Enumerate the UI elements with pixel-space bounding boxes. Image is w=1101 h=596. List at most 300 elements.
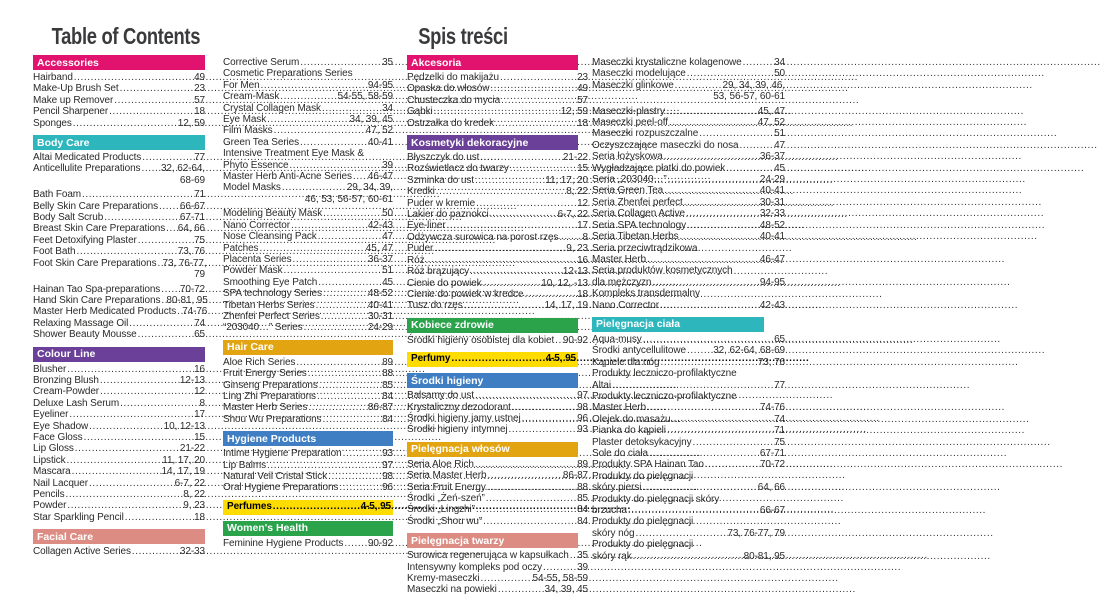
toc-entry xyxy=(33,489,205,500)
toc-entry xyxy=(592,482,785,493)
entry-label: Hainan Tao Spa-preparations xyxy=(33,283,161,295)
entry-pages: 46-47 xyxy=(759,253,785,265)
toc-entry xyxy=(407,266,588,277)
toc-entry xyxy=(223,57,393,68)
toc-entry xyxy=(33,294,208,306)
entry-pages: 32-33 xyxy=(179,546,205,558)
section-header: Akcesoria xyxy=(407,55,578,70)
entry-label: Gąbki xyxy=(407,106,433,118)
entry-pages: 4-5, 95 xyxy=(545,353,576,365)
toc-entry xyxy=(223,103,393,114)
dot-leader xyxy=(131,546,180,557)
toc-entry xyxy=(33,375,205,386)
entry-label: Róż brązujący xyxy=(407,266,470,278)
dot-leader xyxy=(686,220,760,231)
entry-pages: 97 xyxy=(382,459,393,471)
entry-pages: 10, 12, -13 xyxy=(541,277,588,289)
dot-leader xyxy=(469,266,563,277)
entry-label: Środki higieny jamy ustnej xyxy=(407,412,521,424)
dot-leader xyxy=(474,459,577,470)
entry-pages: 42-43 xyxy=(367,219,393,231)
dot-leader xyxy=(75,246,177,257)
entry-label: Cienie do powiek xyxy=(407,277,482,289)
section-header: Środki higieny xyxy=(407,373,578,388)
toc-entry xyxy=(223,368,393,379)
entry-pages: 11, 17, 20 xyxy=(545,174,588,186)
dot-leader xyxy=(342,448,382,459)
entry-label-line: Produkty do pielęgnacji skóry xyxy=(592,493,720,505)
dot-leader xyxy=(108,106,194,117)
toc-column-3 xyxy=(407,55,588,596)
entry-pages: 42-43 xyxy=(759,299,785,311)
entry-label: Opaska do włosów xyxy=(407,83,490,95)
dot-leader xyxy=(290,220,368,231)
entry-label: Środki higieny intymnej xyxy=(407,424,508,436)
toc-entry xyxy=(407,424,588,435)
toc-entry xyxy=(33,235,205,246)
toc-entry xyxy=(407,255,588,266)
toc-entry xyxy=(407,335,588,346)
entry-label: Master Herb xyxy=(592,402,646,414)
entry-pages: 34 xyxy=(774,57,785,68)
toc-entry xyxy=(33,212,205,223)
entry-label: Eye Shadow xyxy=(33,420,89,432)
entry-label: Maseczki krystaliczne kolagenowe xyxy=(592,57,742,68)
toc-entry xyxy=(592,151,785,162)
toc-entry xyxy=(407,95,588,106)
entry-pages: 39 xyxy=(577,561,588,573)
entry-label: Relaxing Massage Oil xyxy=(33,317,129,329)
entry-pages: 66-67 xyxy=(179,200,205,212)
toc-entry xyxy=(592,185,785,196)
entry-label-line: Seria produktów kosmetycznych xyxy=(592,265,733,277)
toc-entry xyxy=(33,500,205,511)
dot-leader xyxy=(279,91,337,102)
toc-entry xyxy=(223,91,393,102)
toc-entry xyxy=(592,528,785,539)
entry-label: Master Herb Medicated Products xyxy=(33,306,177,318)
entry-label: Cream-Mask xyxy=(223,91,280,103)
section-header: Hair Care xyxy=(223,340,393,355)
entry-label: Seria Green Tea xyxy=(592,185,664,197)
dot-leader xyxy=(315,300,368,311)
toc-entry xyxy=(407,175,588,186)
entry-label: dla mężczyzn xyxy=(592,276,652,288)
dot-leader xyxy=(499,72,577,83)
entry-label: Produkty SPA Hainan Tao xyxy=(592,459,704,471)
toc-entry xyxy=(223,265,393,276)
dot-leader xyxy=(646,254,760,265)
toc-entry xyxy=(407,278,588,289)
entry-label: Lipstick xyxy=(33,454,66,466)
entry-pages: 40-41 xyxy=(759,185,785,197)
entry-label: Sponges xyxy=(33,117,72,129)
entry-pages: 30-31 xyxy=(759,196,785,208)
entry-label: Make-Up Brush Set xyxy=(33,83,119,95)
toc-entry xyxy=(592,208,785,219)
dot-leader xyxy=(725,163,774,174)
section-header: Pielęgnacja włosów xyxy=(407,442,578,457)
entry-label: Master Herb Anti-Acne Series xyxy=(223,171,352,183)
entry-pages: 29, 34, 39, 46, xyxy=(722,79,785,91)
entry-pages: 89 xyxy=(577,458,588,470)
section-header: Kobiece zdrowie xyxy=(407,318,578,333)
dot-leader xyxy=(258,243,365,254)
section-header: Hygiene Products xyxy=(223,431,393,446)
toc-entry xyxy=(407,243,588,254)
section-header: Accessories xyxy=(33,55,205,70)
dot-leader xyxy=(65,489,184,500)
dot-leader xyxy=(685,208,760,219)
entry-label: Foot Bath xyxy=(33,246,76,258)
dot-leader xyxy=(474,390,577,401)
toc-entry xyxy=(223,402,393,413)
entry-pages: 94-95 xyxy=(759,276,785,288)
entry-pages: 73, 76-77, xyxy=(162,257,207,269)
entry-label: Puder xyxy=(407,243,434,255)
entry-pages: 98 xyxy=(382,471,393,482)
dot-leader xyxy=(648,448,760,459)
dot-leader xyxy=(659,357,757,368)
entry-label: Master Herb xyxy=(592,253,646,265)
entry-label: Maseczki glinkowe xyxy=(592,79,674,91)
entry-pages: 39 xyxy=(382,159,393,171)
dot-leader xyxy=(508,424,578,435)
entry-pages: 84 xyxy=(577,515,588,527)
entry-pages: 36-37 xyxy=(367,253,393,265)
entry-pages: 49 xyxy=(194,72,205,83)
entry-label: Phyto Essence xyxy=(223,159,289,171)
entry-label: Zhenfei Perfect Series xyxy=(223,310,320,322)
toc-entry xyxy=(592,300,785,311)
dot-leader xyxy=(281,182,347,193)
entry-label: skóry nóg xyxy=(592,527,635,539)
toc-entry xyxy=(33,409,205,420)
toc-entry xyxy=(33,329,205,340)
entry-pages: 96 xyxy=(577,412,588,424)
dot-leader xyxy=(299,57,382,68)
toc-entry xyxy=(592,254,785,265)
entry-pages: 51 xyxy=(382,265,393,277)
entry-pages: 98 xyxy=(577,401,588,413)
toc-entry xyxy=(33,398,205,409)
entry-pages: 21-22 xyxy=(562,152,588,164)
entry-label: Seria Zhenfei perfect xyxy=(592,196,683,208)
toc-entry xyxy=(33,95,205,106)
dot-leader xyxy=(651,277,760,288)
entry-pages: 57 xyxy=(577,94,588,106)
entry-pages: 14, 17, 19 xyxy=(161,466,205,478)
entry-pages: 75 xyxy=(194,234,205,246)
dot-leader xyxy=(288,160,382,171)
dot-leader xyxy=(450,352,545,366)
entry-label: Pianka do kąpieli xyxy=(592,425,666,437)
toc-entry xyxy=(407,493,588,504)
entry-label: Face Gloss xyxy=(33,431,83,443)
toc-entry xyxy=(407,402,588,413)
toc-entry xyxy=(223,471,393,482)
entry-label: Balsamy do ust xyxy=(407,390,474,402)
entry-label: Master Herb Series xyxy=(223,402,308,414)
dot-leader xyxy=(668,117,758,128)
toc-entry xyxy=(592,414,785,425)
entry-pages: 9, 23 xyxy=(566,243,588,255)
toc-entry xyxy=(223,208,393,219)
dot-leader xyxy=(686,68,774,79)
entry-label: Maseczki na powieki xyxy=(407,584,497,596)
entry-pages: 32-33 xyxy=(759,208,785,220)
dot-leader xyxy=(542,562,577,573)
entry-label: Crystal Collagen Mask xyxy=(223,102,321,114)
dot-leader xyxy=(479,152,563,163)
entry-pages: 75 xyxy=(774,436,785,448)
entry-label: Eyeliner xyxy=(33,409,69,421)
entry-label: Ginseng Preparations xyxy=(223,379,318,391)
page-title-english-text: Table of Contents xyxy=(51,23,201,49)
entry-pages: 47 xyxy=(382,231,393,243)
toc-entry xyxy=(223,322,393,333)
dot-leader xyxy=(299,137,368,148)
entry-pages: 17 xyxy=(194,409,205,421)
entry-pages: 6-7, 22 xyxy=(557,209,588,221)
entry-label: Mascara xyxy=(33,466,71,478)
dot-leader xyxy=(739,140,775,151)
toc-entry xyxy=(407,504,588,515)
entry-pages: 93 xyxy=(382,448,393,460)
toc-entry xyxy=(407,289,588,300)
entry-label: Powder xyxy=(33,500,67,512)
entry-pages: 8 xyxy=(199,397,205,409)
entry-label: Wygładzające płatki do powiek xyxy=(592,162,726,174)
entry-pages: 93 xyxy=(577,424,588,436)
dot-leader xyxy=(140,163,160,174)
entry-pages: 97 xyxy=(577,390,588,402)
toc-entry xyxy=(592,80,785,91)
entry-pages: 85 xyxy=(382,379,393,391)
entry-pages: 85 xyxy=(577,492,588,504)
dot-leader xyxy=(272,500,361,514)
entry-pages: 12 xyxy=(194,386,205,398)
entry-pages: 71 xyxy=(194,189,205,201)
entry-pages: 23 xyxy=(194,83,205,95)
dot-leader xyxy=(343,538,368,549)
entry-pages: 74 xyxy=(194,317,205,329)
entry-label: Kremy-maseczki xyxy=(407,573,480,584)
toc-entry xyxy=(33,546,205,557)
dot-leader xyxy=(320,311,368,322)
entry-label: Make up Remover xyxy=(33,94,114,106)
dot-leader xyxy=(698,128,774,139)
toc-entry xyxy=(33,386,205,397)
dot-leader xyxy=(446,220,578,231)
toc-entry xyxy=(592,277,785,288)
toc-entry xyxy=(33,318,205,329)
dot-leader xyxy=(486,470,562,481)
entry-label: Perfumes xyxy=(227,500,272,512)
toc-entry xyxy=(223,80,393,91)
dot-leader xyxy=(66,500,183,511)
dot-leader xyxy=(321,414,382,425)
entry-label: Intensywny kompleks pod oczy xyxy=(407,561,543,573)
dot-leader xyxy=(321,103,382,114)
dot-leader xyxy=(663,151,760,162)
toc-entry xyxy=(223,391,393,402)
entry-label: Pencils xyxy=(33,489,65,500)
toc-entry xyxy=(223,171,393,182)
dot-leader xyxy=(433,243,566,254)
dot-leader xyxy=(165,223,178,234)
toc-entry xyxy=(407,83,588,94)
dot-leader xyxy=(160,284,180,295)
dot-leader xyxy=(266,114,349,125)
toc-entry xyxy=(33,306,208,318)
toc-entry xyxy=(223,380,393,391)
toc-entry xyxy=(223,231,393,242)
entry-label: Olejek do masażu xyxy=(592,413,671,425)
toc-entry xyxy=(33,284,205,295)
dot-leader xyxy=(489,83,577,94)
dot-leader xyxy=(88,478,175,489)
entry-pages: 45, 47 xyxy=(757,105,785,117)
entry-label: Seria łożyskowa xyxy=(592,151,663,163)
entry-label: Powder Mask xyxy=(223,265,283,277)
dot-leader xyxy=(66,455,163,466)
dot-leader xyxy=(670,414,774,425)
entry-pages: 65 xyxy=(774,333,785,345)
toc-entry xyxy=(407,198,588,209)
entry-label-line: Intensive Treatment Eye Mask & xyxy=(223,148,364,160)
entry-label: Maseczki rozpuszczalne xyxy=(592,128,699,140)
entry-label: Collagen Active Series xyxy=(33,546,131,558)
entry-pages: 40-41 xyxy=(759,231,785,243)
toc-entry xyxy=(33,152,205,163)
toc-entry xyxy=(407,550,588,561)
entry-label: Lip Balms xyxy=(223,459,267,471)
entry-label: Ling Zhi Preparations xyxy=(223,390,316,402)
entry-label: skóry rąk xyxy=(592,550,632,562)
entry-pages: 50 xyxy=(382,208,393,220)
entry-pages: 90-92 xyxy=(562,334,588,346)
section-header: Body Care xyxy=(33,135,205,150)
toc-entry xyxy=(592,357,785,368)
dot-leader xyxy=(475,504,577,515)
entry-label: Plaster detoksykacyjny xyxy=(592,436,692,448)
entry-label: Cream-Powder xyxy=(33,386,100,398)
entry-pages: 12 xyxy=(577,197,588,209)
dot-leader xyxy=(71,466,162,477)
dot-leader xyxy=(686,345,713,356)
entry-label: Nano Corrector xyxy=(592,299,659,311)
dot-leader xyxy=(646,402,760,413)
entry-label: Maseczki peel-off xyxy=(592,117,668,129)
entry-pages: 90-92 xyxy=(367,537,393,549)
entry-label: Szminka do ust xyxy=(407,174,474,186)
entry-label: Róż xyxy=(407,254,425,266)
toc-entry xyxy=(592,551,785,562)
section-header: Facial Care xyxy=(33,529,205,544)
dot-leader xyxy=(113,95,194,106)
entry-pages-continuation: 53, 56-57, 60-61 xyxy=(713,91,785,103)
dot-leader xyxy=(99,375,180,386)
toc-entry xyxy=(592,505,785,516)
toc-entry xyxy=(407,300,588,311)
entry-label-line: Cosmetic Preparations Series xyxy=(223,68,353,80)
dot-leader xyxy=(674,80,723,91)
entry-label: Seria „203040…” xyxy=(592,174,667,186)
entry-label: Hairband xyxy=(33,72,73,83)
toc-entry xyxy=(33,364,205,375)
entry-pages: 18 xyxy=(194,511,205,523)
entry-pages: 17 xyxy=(577,220,588,232)
entry-label: Altai xyxy=(592,379,611,391)
toc-entry xyxy=(592,231,785,242)
entry-label: Patches xyxy=(223,242,259,254)
entry-pages: 86-87 xyxy=(367,402,393,414)
entry-label: Błyszczyk do ust xyxy=(407,152,480,164)
toc-entry xyxy=(407,186,588,197)
entry-pages: 34, 39, 45 xyxy=(544,584,588,596)
dot-leader xyxy=(338,482,382,493)
dot-leader xyxy=(494,118,577,129)
entry-pages: 16 xyxy=(577,254,588,266)
entry-label: brzucha xyxy=(592,505,627,517)
entry-pages: 86-87 xyxy=(562,470,588,482)
toc-entry xyxy=(592,57,785,68)
entry-label: Feminine Hygiene Products xyxy=(223,537,344,549)
entry-label: Intime Hygiene Preparation xyxy=(223,448,342,460)
entry-label: Nano Corrector xyxy=(223,219,290,231)
entry-label: Natural Veil Cristal Stick xyxy=(223,471,328,482)
toc-entry xyxy=(223,125,393,136)
entry-pages: 77 xyxy=(194,152,205,164)
entry-pages: 18 xyxy=(194,106,205,118)
entry-label-line: Produkty leczniczo-profilaktyczne xyxy=(592,368,737,380)
toc-entry xyxy=(33,246,205,257)
entry-pages: 71 xyxy=(774,425,785,437)
toc-entry xyxy=(223,277,393,288)
toc-entry xyxy=(407,573,588,584)
entry-pages: 54-55, 58-59 xyxy=(532,573,588,584)
entry-pages: 14, 17, 19 xyxy=(544,300,588,312)
entry-label: Nail Lacquer xyxy=(33,477,88,489)
dot-leader xyxy=(72,118,178,129)
dot-leader xyxy=(666,425,774,436)
entry-label-line: Seria przeciwtrądzikowa xyxy=(592,242,698,254)
entry-label: Body Salt Scrub xyxy=(33,212,104,224)
toc-entry xyxy=(592,174,785,185)
entry-label: Placenta Series xyxy=(223,253,292,265)
entry-label: Cienie do powiek w kredce xyxy=(407,288,524,300)
section-header: Pielęgnacja ciała xyxy=(592,317,764,332)
entry-label: Lip Gloss xyxy=(33,443,74,455)
entry-label: Bath Foam xyxy=(33,189,82,201)
dot-leader xyxy=(424,255,577,266)
entry-label: Deluxe Lash Serum xyxy=(33,397,120,409)
entry-pages: 51 xyxy=(774,128,785,140)
entry-label: Anticellulite Preparations xyxy=(33,163,141,175)
entry-pages: 47 xyxy=(774,139,785,151)
entry-pages: 47, 52 xyxy=(757,117,785,129)
dot-leader xyxy=(73,72,194,83)
entry-label: Fruit Energy Series xyxy=(223,368,307,380)
dot-leader xyxy=(611,380,774,391)
entry-label: Sole do ciała xyxy=(592,448,648,459)
toc-entry xyxy=(407,220,588,231)
entry-pages: 8, 22 xyxy=(566,186,588,198)
dot-leader xyxy=(103,212,180,223)
toc-entry xyxy=(592,448,785,459)
toc-column-2 xyxy=(223,57,393,549)
